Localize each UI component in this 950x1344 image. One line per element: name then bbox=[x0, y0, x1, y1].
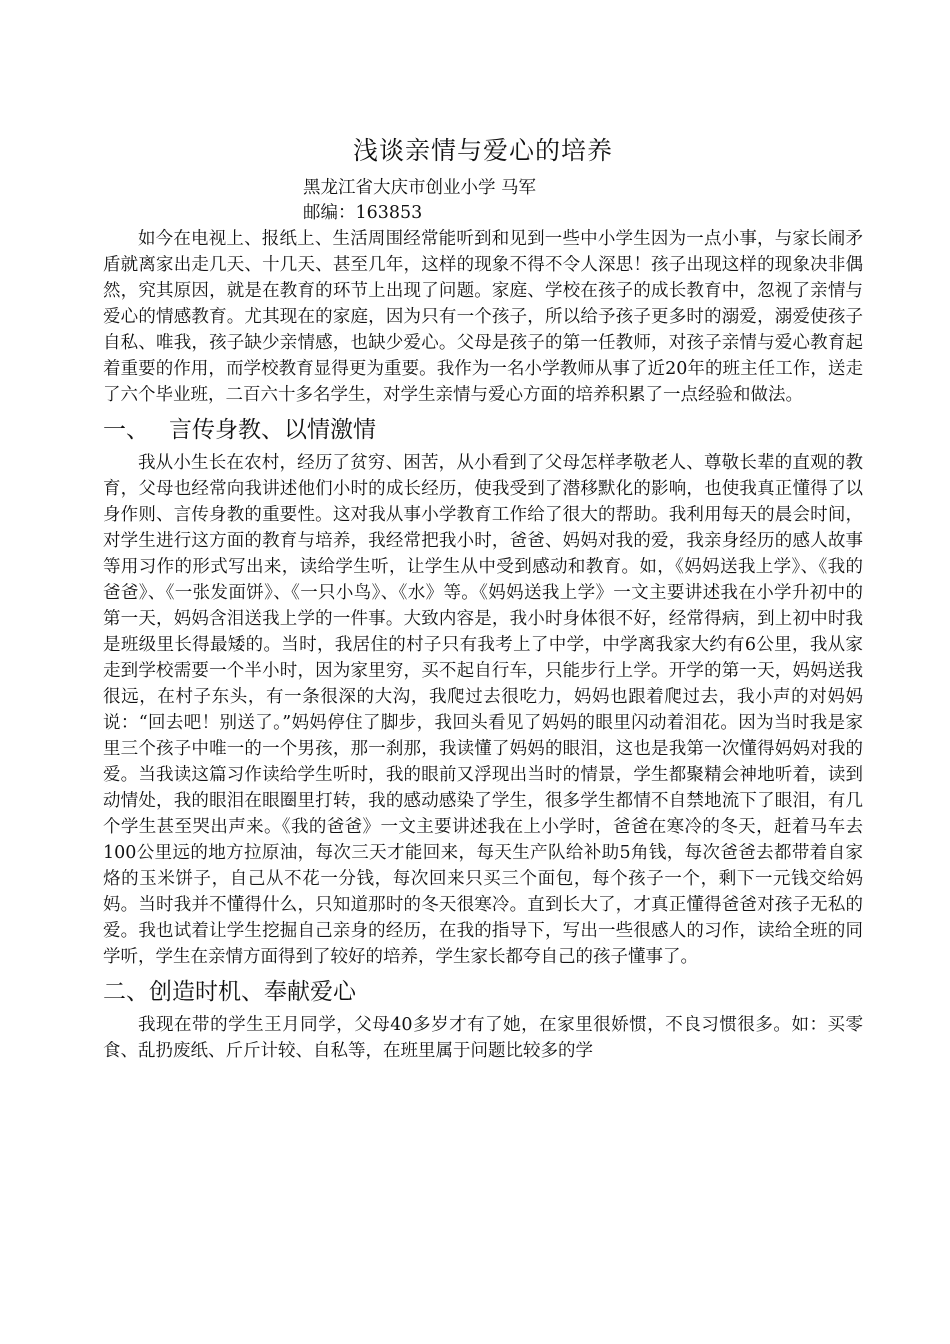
section-2-heading: 二、创造时机、奉献爱心 bbox=[103, 979, 356, 1005]
postcode-line: 邮编：163853 bbox=[303, 203, 423, 223]
section-1-heading bbox=[103, 412, 863, 448]
section-1-paragraph: 我从小生长在农村，经历了贫穷、困苦，从小看到了父母怎样孝敬老人、尊敬长辈的直观的教育，父母也经常向我讲述他们小时的成长经历，使我受到了潜移默化的影响，也使我真正懂得了以身作则、言传身教的重要性。这对我从事小学教育工作给了很大的帮助。我利用每天的晨会时间，对学生进行这方面的教育与培养，我经常把我小时，爸爸、妈妈对我的爱，我亲身经历的感人故事等用习作的形式写出来，读给学生听，让学生从中受到感动和教育。如，《妈妈送我上学》、《我的爸爸》、《一张发面饼》、《一只小鸟》、《水》等。《妈妈送我上学》一文主要讲述我在小学升初中的第一天，妈妈含泪送我上学的一件事。大致内容是，我小时身体很不好，经常得病，到上初中时我是班级里长得最矮的。当时，我居住的村子只有我考上了中学，中学离我家大约有6公里，我从家走到学校需要一个半小时，因为家里穷，买不起自行车，只能步行上学。开学的第一天，妈妈送我很远，在村子东头，有一条很深的大沟，我爬过去很吃力，妈妈也跟着爬过去，我小声的对妈妈说：“回去吧！别送了。”妈妈停住了脚步，我回头看见了妈妈的眼里闪动着泪花。因为当时我是家里三个孩子中唯一的一个男孩，那一刹那，我读懂了妈妈的眼泪，这也是我第一次懂得妈妈对我的爱。当我读这篇习作读给学生听时，我的眼前又浮现出当时的情景，学生都聚精会神地听着，读到动情处，我的眼泪在眼圈里打转，我的感动感染了学生，很多学生都情不自禁地流下了眼泪，有几个学生甚至哭出声来。《我的爸爸》一文主要讲述我在上小学时，爸爸在寒冷的冬天，赶着马车去100公里远的地方拉原油，每次三天才能回来，每天生产队给补助5角钱，每次爸爸去都带着自家烙的玉米饼子，自己从不花一分钱，每次回来只买三个面包，每个孩子一个，剩下一元钱交给妈妈。当时我并不懂得什么，只知道那时的冬天很寒冷。直到长大了，才真正懂得爸爸对孩子无私的爱。我也试着让学生挖掘自己亲身的经历，在我的指导下，写出一些很感人的习作，读给全班的同学听，学生在亲情方面得到了较好的培养，学生家长都夸自己的孩子懂事了。 bbox=[103, 453, 863, 967]
section-2-paragraph: 我现在带的学生王月同学，父母40多岁才有了她，在家里很娇惯，不良习惯很多。如：买零食、乱扔废纸、斤斤计较、自私等，在班里属于问题比较多的学 bbox=[103, 1015, 863, 1061]
author-line: 黑龙江省大庆市创业小学 马军 bbox=[303, 178, 537, 198]
document-page bbox=[103, 130, 863, 1064]
section-1-title: 言传身教、以情激情 bbox=[169, 417, 376, 443]
document-title: 浅谈亲情与爱心的培养 bbox=[352, 136, 613, 165]
section-1-number: 一、 bbox=[103, 417, 149, 443]
intro-paragraph: 如今在电视上、报纸上、生活周围经常能听到和见到一些中小学生因为一点小事，与家长闹矛盾就离家出走几天、十几天、甚至几年，这样的现象不得不令人深思！孩子出现这样的现象决非偶然，究其原因，就是在教育的环节上出现了问题。家庭、学校在孩子的成长教育中，忽视了亲情与爱心的情感教育。尤其现在的家庭，因为只有一个孩子，所以给予孩子更多时的溺爱，溺爱使孩子自私、唯我，孩子缺少亲情感，也缺少爱心。父母是孩子的第一任教师，对孩子亲情与爱心教育起着重要的作用，而学校教育显得更为重要。我作为一名小学教师从事了近20年的班主任工作，送走了六个毕业班，二百六十多名学生，对学生亲情与爱心方面的培养积累了一点经验和做法。 bbox=[103, 229, 863, 405]
